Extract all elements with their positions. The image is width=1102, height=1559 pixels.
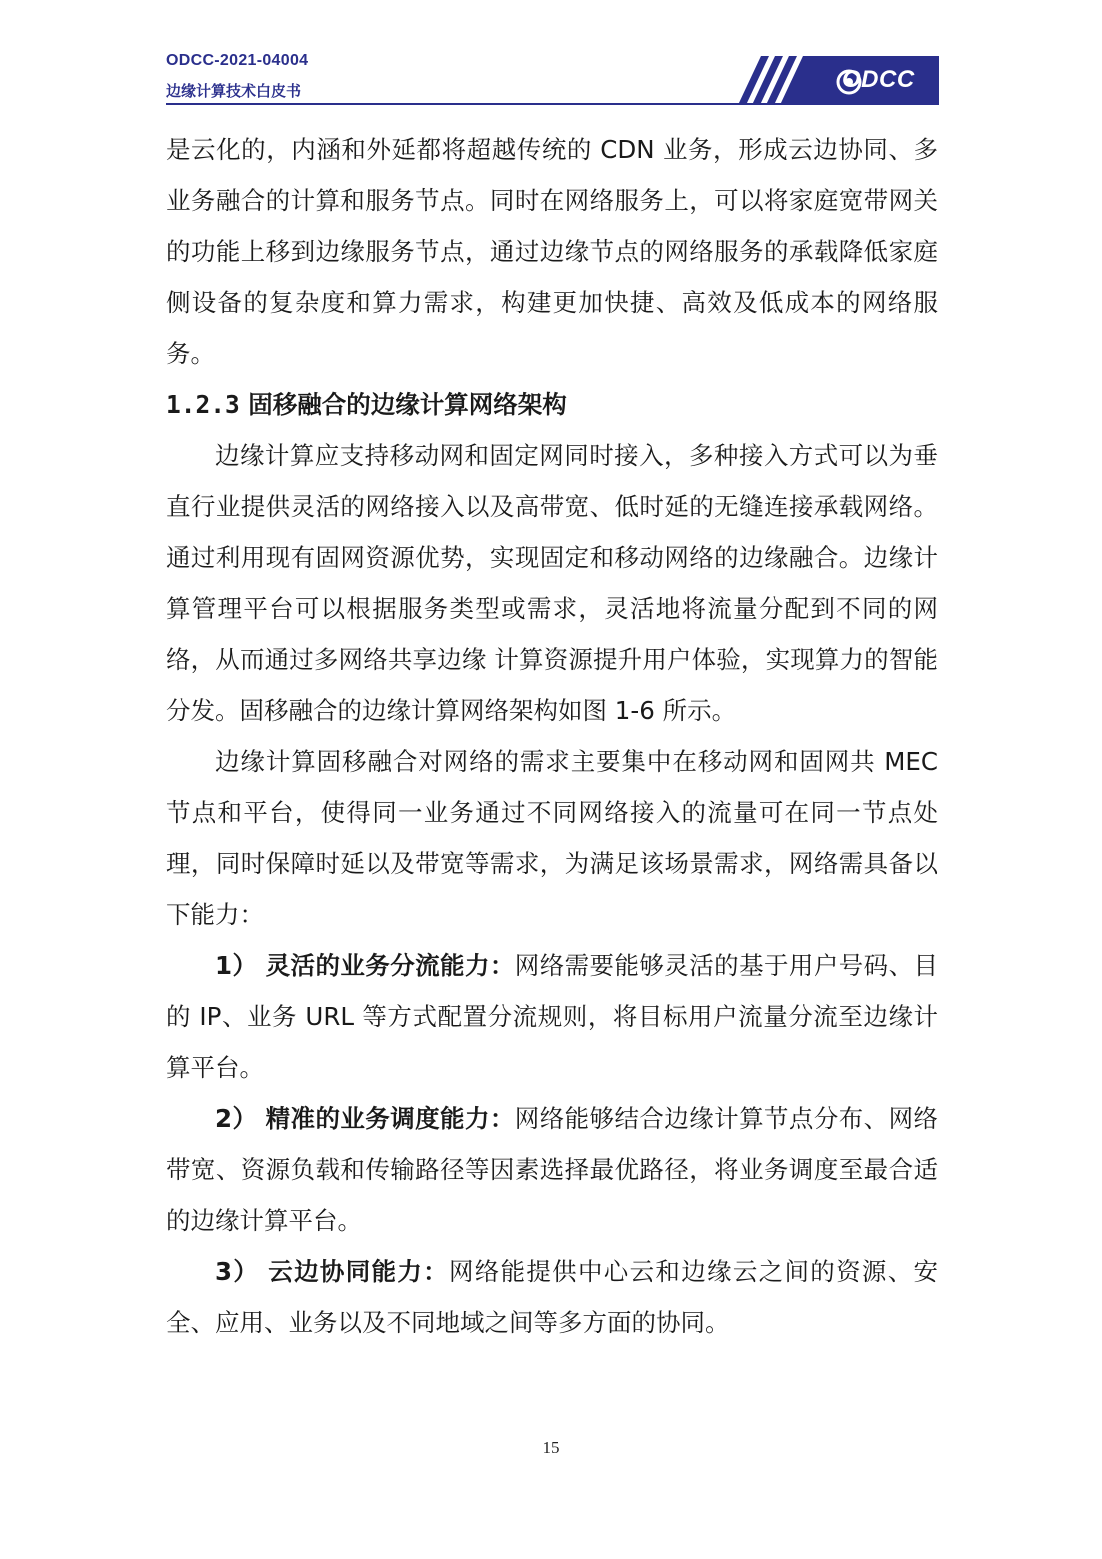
page-number: 15 — [542, 1438, 560, 1457]
capability-item — [166, 1246, 938, 1348]
item-text: 网络需要能够灵活的基于用户号码、目的 IP、业务 URL 等方式配置分流规则，将目标用户流量分流至边缘计算平台。 — [166, 951, 938, 1082]
item-title: 精准的业务调度能力： — [265, 1104, 515, 1133]
paragraph: 边缘计算固移融合对网络的需求主要集中在移动网和固网共 MEC 节点和平台，使得同一业务通过不同网络接入的流量可在同一节点处理，同时保障时延以及带宽等需求，为满足该场景需求，网络需具备以下能力： — [166, 747, 938, 929]
document-code: ODCC-2021-04004 — [166, 52, 309, 69]
section-number: 1.2.3 — [166, 390, 240, 419]
document-title: 边缘计算技术白皮书 — [166, 82, 302, 100]
section-heading — [166, 379, 938, 430]
item-number: 2） — [215, 1104, 258, 1133]
document-body — [166, 124, 938, 1348]
item-number: 1） — [215, 951, 258, 980]
odcc-logo-text: ODCC — [842, 66, 915, 93]
item-text: 网络能够结合边缘计算节点分布、网络带宽、资源负载和传输路径等因素选择最优路径，将业务调度至最合适的边缘计算平台。 — [166, 1104, 938, 1235]
item-number: 3） — [215, 1257, 260, 1286]
item-title: 灵活的业务分流能力： — [265, 951, 515, 980]
paragraph-continuation: 是云化的，内涵和外延都将超越传统的 CDN 业务，形成云边协同、多业务融合的计算和服务节点。同时在网络服务上，可以将家庭宽带网关的功能上移到边缘服务节点，通过边缘节点的网络服务的承载降低家庭侧设备的复杂度和算力需求，构建更加快捷、高效及低成本的网络服务。 — [166, 135, 938, 368]
item-text: 网络能提供中心云和边缘云之间的资源、安全、应用、业务以及不同地域之间等多方面的协同。 — [166, 1257, 939, 1337]
section-title: 固移融合的边缘计算网络架构 — [248, 390, 567, 419]
paragraph: 边缘计算应支持移动网和固定网同时接入，多种接入方式可以为垂直行业提供灵活的网络接入以及高带宽、低时延的无缝连接承载网络。通过利用现有固网资源优势，实现固定和移动网络的边缘融合。边缘计算管理平台可以根据服务类型或需求，灵活地将流量分配到不同的网络，从而通过多网络共享边缘 计算资源提升用户体验，实现算力的智能分发。固移融合的边缘计算网络架构如图 1-6 所示。 — [166, 441, 938, 725]
capability-item — [166, 1093, 938, 1246]
item-title: 云边协同能力： — [268, 1257, 449, 1286]
capability-item — [166, 940, 938, 1093]
